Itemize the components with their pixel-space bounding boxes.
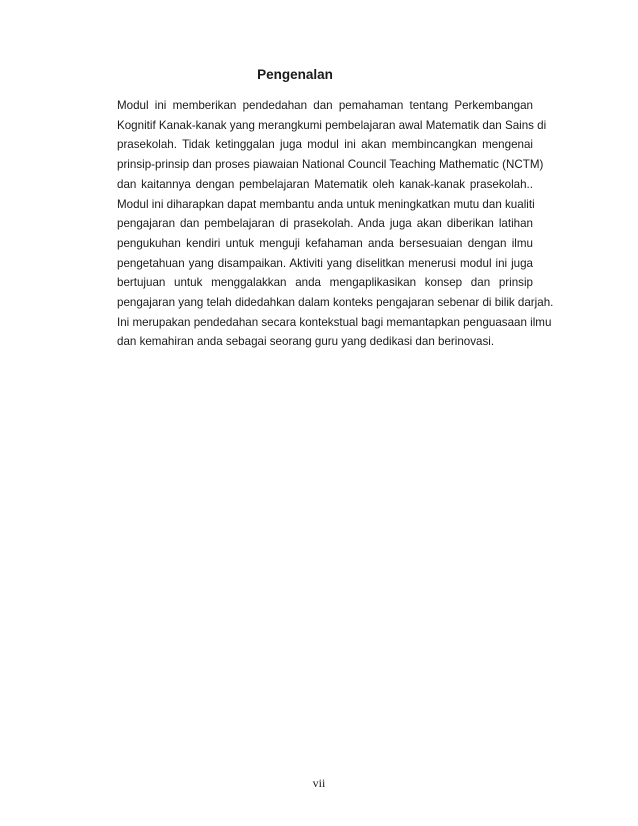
- body-paragraph: [117, 96, 554, 352]
- paragraph-line: pengukuhan kendiri untuk menguji kefahaman anda bersesuaian dengan ilmu: [117, 236, 533, 250]
- paragraph-line: dan kemahiran anda sebagai seorang guru yang dedikasi dan berinovasi.: [117, 335, 495, 349]
- paragraph-line: pengajaran yang telah didedahkan dalam konteks pengajaran sebenar di bilik darjah.: [117, 296, 554, 310]
- paragraph-line: bertujuan untuk menggalakkan anda mengaplikasikan konsep dan prinsip: [117, 276, 533, 290]
- paragraph-line: pengajaran dan pembelajaran di prasekolah. Anda juga akan diberikan latihan: [117, 217, 533, 231]
- paragraph-line: Modul ini memberikan pendedahan dan pemahaman tentang Perkembangan: [117, 99, 533, 112]
- paragraph-line: Modul ini diharapkan dapat membantu anda untuk meningkatkan mutu dan kualiti: [117, 197, 535, 211]
- paragraph-line: dan kaitannya dengan pembelajaran Matematik oleh kanak-kanak prasekolah..: [117, 177, 533, 191]
- paragraph-line: Kognitif Kanak-kanak yang merangkumi pembelajaran awal Matematik dan Sains di: [117, 118, 547, 132]
- paragraph-line: Ini merupakan pendedahan secara kontekstual bagi memantapkan penguasaan ilmu: [117, 315, 552, 329]
- page-title: Pengenalan: [257, 67, 333, 82]
- paragraph-line: prinsip-prinsip dan proses piawaian National Council Teaching Mathematic (NCTM): [117, 158, 544, 172]
- paragraph-line: prasekolah. Tidak ketinggalan juga modul ini akan membincangkan mengenai: [117, 138, 533, 152]
- page-number: vii: [312, 776, 326, 790]
- paragraph-line: pengetahuan yang disampaikan. Aktiviti yang diselitkan menerusi modul ini juga: [117, 256, 533, 270]
